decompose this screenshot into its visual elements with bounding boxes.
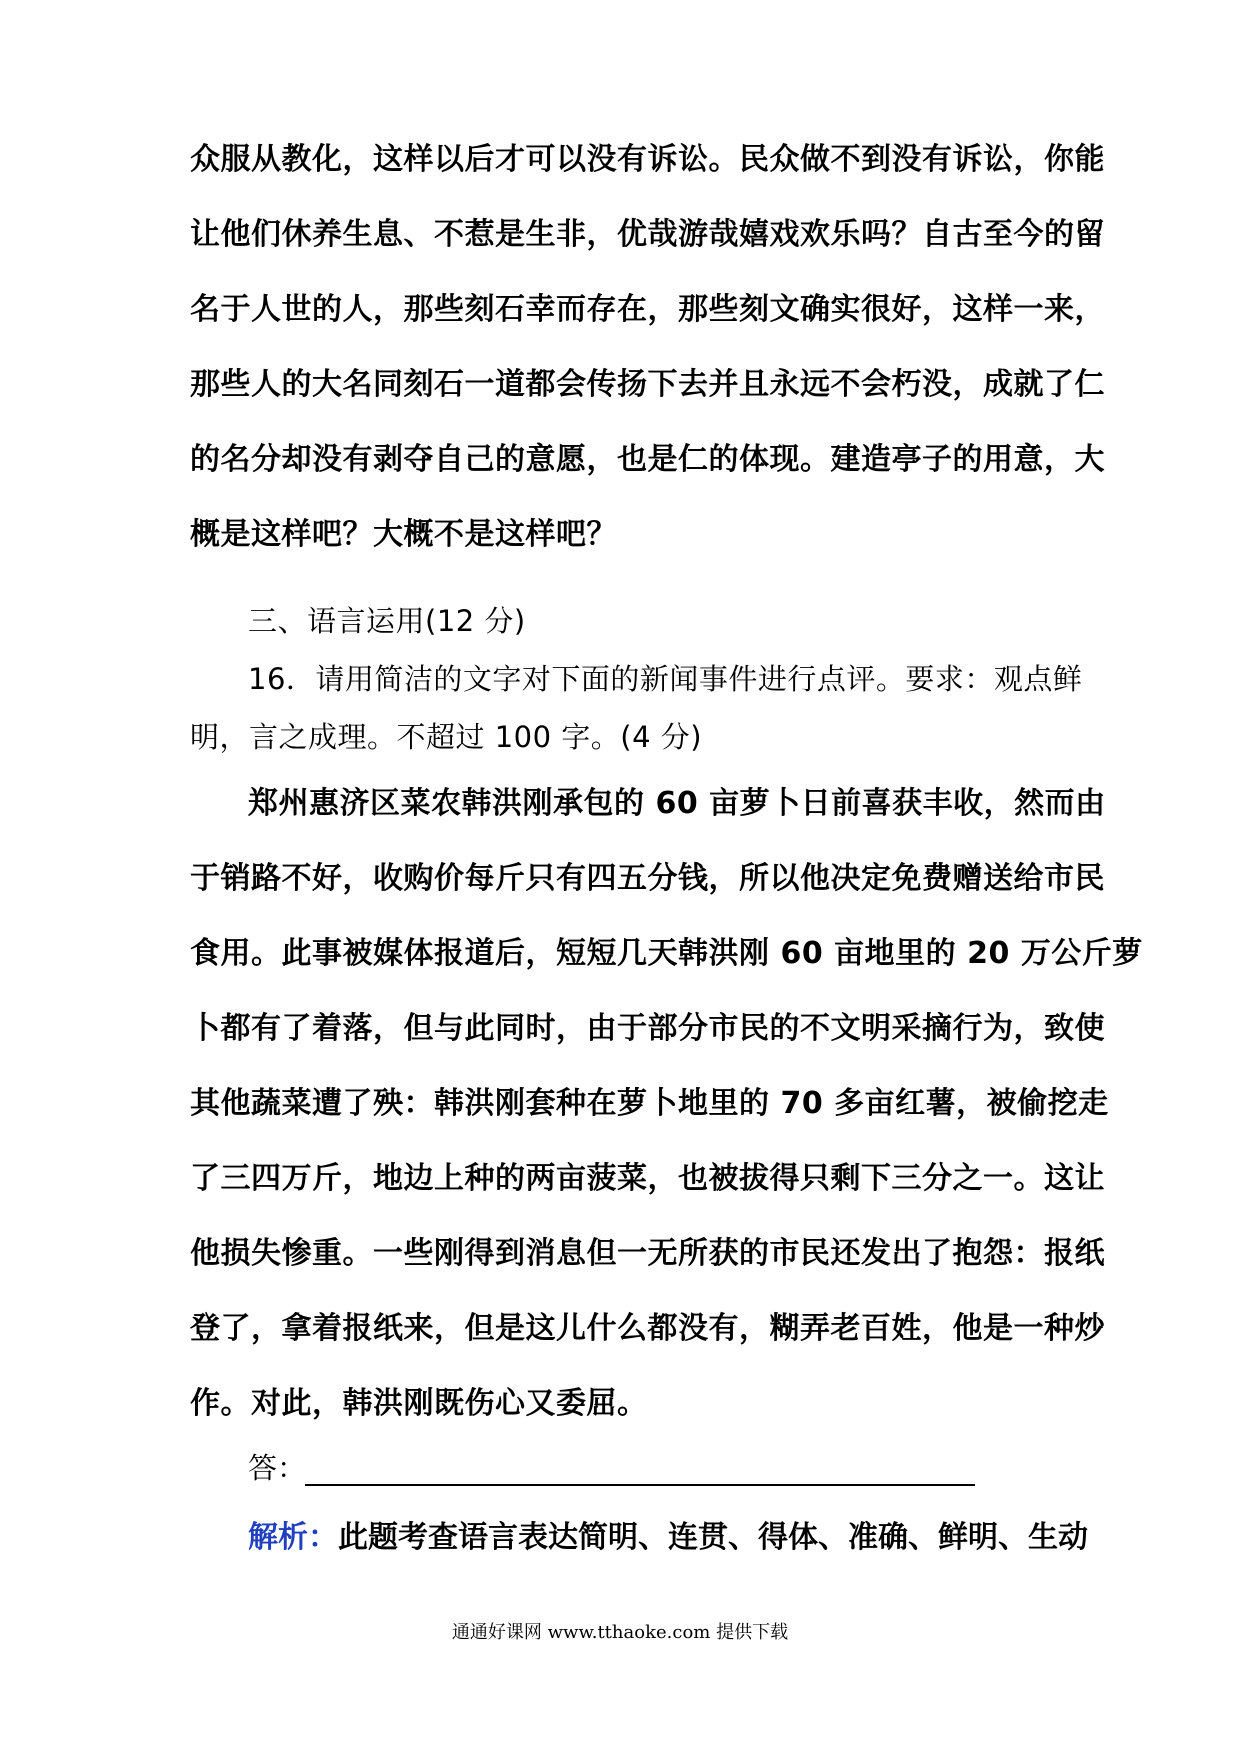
paragraph-line: 郑州惠济区菜农韩洪刚承包的 60 亩萝卜日前喜获丰收，然而由 [248,786,1106,821]
section-heading-block [190,592,1060,650]
paragraph-line: 那些人的大名同刻石一道都会传扬下去并且永远不会朽没，成就了仁 [190,367,1105,402]
paragraph-line: 他损失惨重。一些刚得到消息但一无所获的市民还发出了抱怨：报纸 [190,1236,1105,1271]
paragraph-line: 于销路不好，收购价每斤只有四五分钱，所以他决定免费赠送给市民 [190,861,1105,896]
paragraph-line: 名于人世的人，那些刻石幸而存在，那些刻文确实很好，这样一来， [190,292,1105,327]
section-heading: 三、语言运用(12 分) [248,604,526,638]
paragraph-line: 众服从教化，这样以后才可以没有诉讼。民众做不到没有诉讼，你能 [190,142,1105,177]
question-16 [190,650,1083,766]
paragraph-line: 食用。此事被媒体报道后，短短几天韩洪刚 60 亩地里的 20 万公斤萝 [190,936,1143,971]
question-line: 明，言之成理。不超过 100 字。(4 分) [190,720,703,754]
paragraph-line: 概是这样吧？大概不是这样吧？ [190,517,617,552]
analysis-text: 此题考查语言表达简明、连贯、得体、准确、鲜明、生动 [338,1520,1088,1555]
paragraph-line: 其他蔬菜遭了殃：韩洪刚套种在萝卜地里的 70 多亩红薯，被偷挖走 [190,1086,1109,1121]
question-line: 16．请用简洁的文字对下面的新闻事件进行点评。要求：观点鲜 [248,662,1083,696]
paragraph-line: 让他们休养生息、不惹是生非，优哉游哉嬉戏欢乐吗？自古至今的留 [190,217,1105,252]
paragraph-line: 卜都有了着落，但与此同时，由于部分市民的不文明采摘行为，致使 [190,1011,1105,1046]
paragraph-line: 了三四万斤，地边上种的两亩菠菜，也被拔得只剩下三分之一。这让 [190,1161,1105,1196]
paragraph-line: 的名分却没有剥夺自己的意愿，也是仁的体现。建造亭子的用意，大 [190,442,1105,477]
continuation-paragraph [190,122,1105,572]
paragraph-line: 作。对此，韩洪刚既伤心又委屈。 [190,1386,648,1421]
analysis-line [248,1510,1088,1566]
analysis-label: 解析： [248,1520,338,1555]
answer-label: 答： [248,1451,307,1485]
paragraph-line: 登了，拿着报纸来，但是这儿什么都没有，糊弄老百姓，他是一种炒 [190,1311,1105,1346]
answer-blank-line[interactable] [305,1484,975,1486]
news-paragraph [190,766,1143,1441]
footer-credit: 通通好课网 www.tthaoke.com 提供下载 [451,1622,789,1643]
